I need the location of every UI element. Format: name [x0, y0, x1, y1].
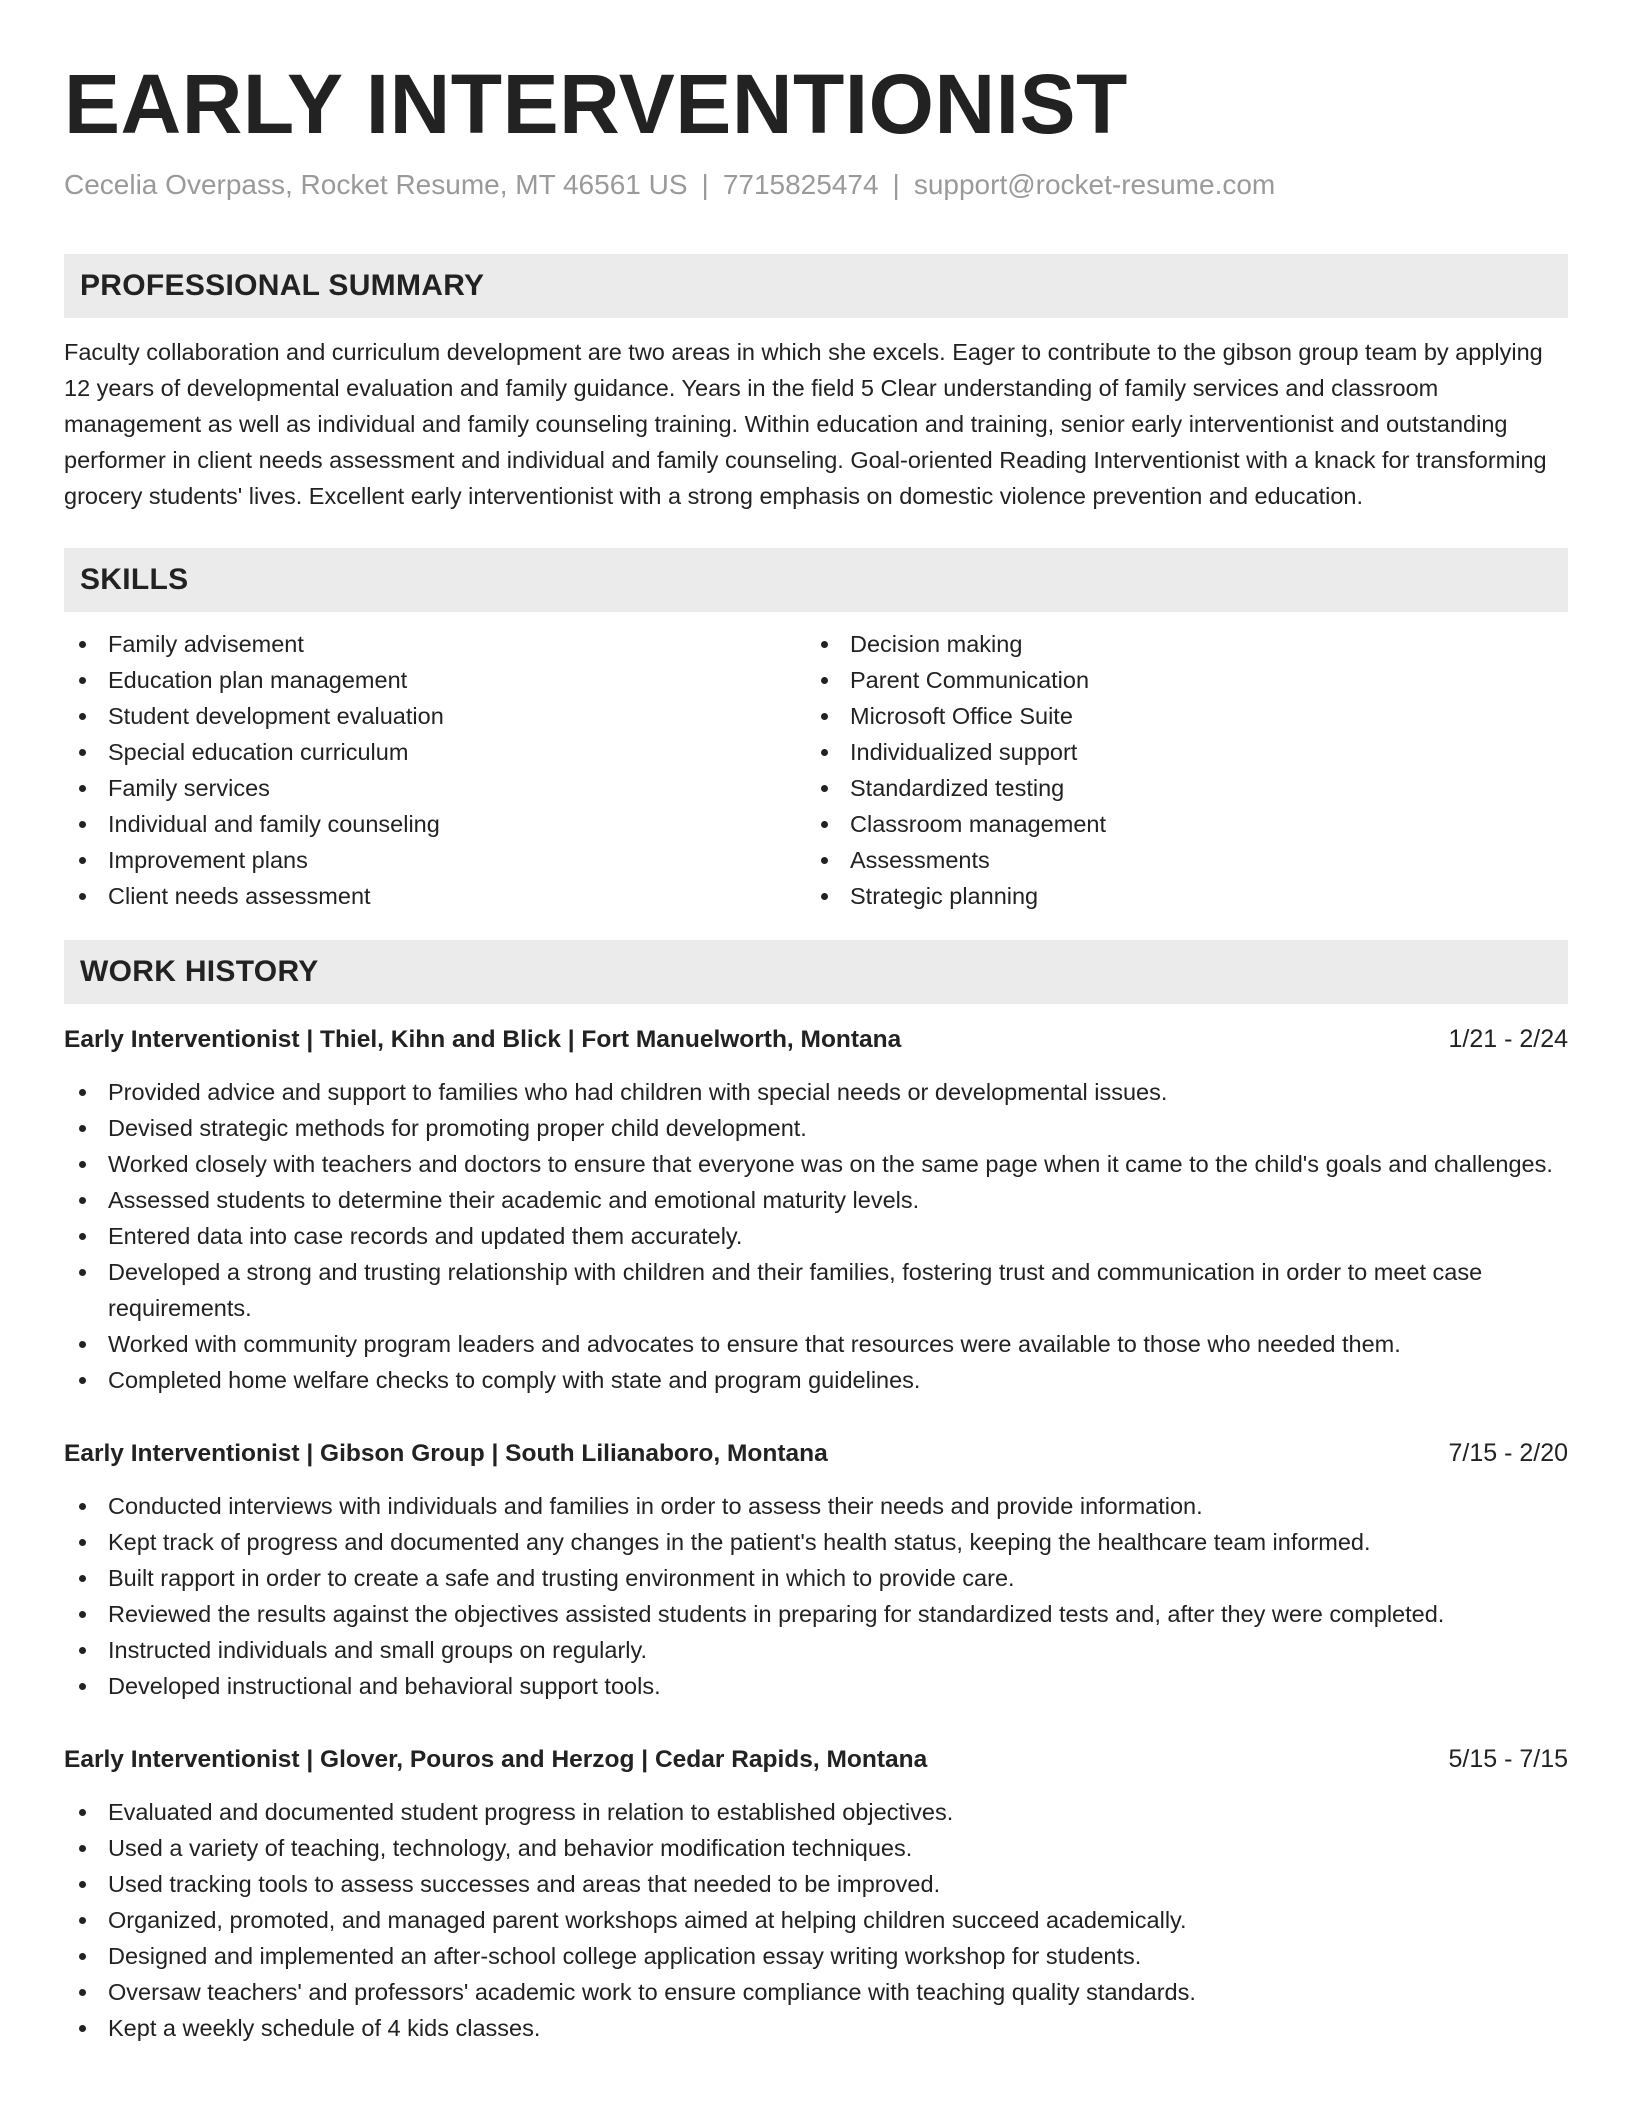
job-header	[64, 1022, 1568, 1057]
resume-content	[64, 52, 1568, 2046]
skill-item: Strategic planning	[806, 878, 1548, 914]
job-bullet: Conducted interviews with individuals and families in order to assess their needs and provide information.	[64, 1488, 1568, 1524]
skill-item: Individual and family counseling	[64, 806, 806, 842]
job-bullet: Built rapport in order to create a safe and trusting environment in which to provide care.	[64, 1560, 1568, 1596]
job-bullet: Kept track of progress and documented any changes in the patient's health status, keeping the healthcare team informed.	[64, 1524, 1568, 1560]
job-bullets	[64, 1794, 1568, 2046]
skill-item: Microsoft Office Suite	[806, 698, 1548, 734]
job-bullet: Worked with community program leaders and advocates to ensure that resources were available to those who needed them.	[64, 1326, 1568, 1362]
contact-phone[interactable]: 7715825474	[722, 169, 879, 200]
contact-address: Cecelia Overpass, Rocket Resume, MT 46561 US	[64, 169, 688, 200]
job-bullet: Developed a strong and trusting relationship with children and their families, fostering trust and communication in order to meet case requirements.	[64, 1254, 1568, 1326]
section-header-skills: SKILLS	[64, 548, 1568, 612]
job-bullets	[64, 1488, 1568, 1704]
summary-text: Faculty collaboration and curriculum development are two areas in which she excels. Eager to contribute to the gibson group team by applying 12 years of developmental evaluation and family guidance. Years in the field 5 Clear understanding of family services and classroom management as well as individual and family counseling training. Within education and training, senior early interventionist and outstanding performer in client needs assessment and individual and family counseling. Goal-oriented Reading Interventionist with a knack for transforming grocery students' lives. Excellent early interventionist with a strong emphasis on domestic violence prevention and education.	[64, 339, 1547, 509]
job-bullet: Worked closely with teachers and doctors to ensure that everyone was on the same page when it came to the child's goals and challenges.	[64, 1146, 1568, 1182]
job-bullet: Completed home welfare checks to comply with state and program guidelines.	[64, 1362, 1568, 1398]
resume-title: EARLY INTERVENTIONIST	[64, 57, 1128, 151]
job-title: Early Interventionist | Glover, Pouros and Herzog | Cedar Rapids, Montana	[64, 1746, 928, 1773]
skill-item: Assessments	[806, 842, 1548, 878]
skill-item: Family services	[64, 770, 806, 806]
section-header-work-history: WORK HISTORY	[64, 940, 1568, 1004]
job-bullet: Organized, promoted, and managed parent workshops aimed at helping children succeed academically.	[64, 1902, 1568, 1938]
skill-item: Student development evaluation	[64, 698, 806, 734]
skill-item: Special education curriculum	[64, 734, 806, 770]
skill-item: Decision making	[806, 626, 1548, 662]
job-bullets	[64, 1074, 1568, 1398]
job-bullet: Developed instructional and behavioral support tools.	[64, 1668, 1568, 1704]
job-entry	[64, 1022, 1568, 1398]
job-bullet: Used tracking tools to assess successes and areas that needed to be improved.	[64, 1866, 1568, 1902]
contact-separator: |	[701, 169, 709, 200]
job-bullet: Evaluated and documented student progress in relation to established objectives.	[64, 1794, 1568, 1830]
job-entry	[64, 1436, 1568, 1704]
job-bullet: Kept a weekly schedule of 4 kids classes.	[64, 2010, 1568, 2046]
job-header	[64, 1436, 1568, 1471]
skill-item: Standardized testing	[806, 770, 1548, 806]
job-bullet: Reviewed the results against the objectives assisted students in preparing for standardized tests and, after they were completed.	[64, 1596, 1568, 1632]
job-entry	[64, 1742, 1568, 2046]
job-bullet: Used a variety of teaching, technology, and behavior modification techniques.	[64, 1830, 1568, 1866]
contact-email[interactable]: support@rocket-resume.com	[913, 169, 1276, 200]
job-bullet: Assessed students to determine their academic and emotional maturity levels.	[64, 1182, 1568, 1218]
contact-separator: |	[892, 169, 900, 200]
job-title: Early Interventionist | Thiel, Kihn and Blick | Fort Manuelworth, Montana	[64, 1026, 902, 1053]
job-dates: 7/15 - 2/20	[1448, 1439, 1568, 1467]
job-title: Early Interventionist | Gibson Group | South Lilianaboro, Montana	[64, 1440, 828, 1467]
section-header-summary: PROFESSIONAL SUMMARY	[64, 254, 1568, 318]
skills-column-left	[64, 626, 806, 914]
job-header	[64, 1742, 1568, 1777]
skill-item: Client needs assessment	[64, 878, 806, 914]
skill-item: Parent Communication	[806, 662, 1548, 698]
skill-item: Improvement plans	[64, 842, 806, 878]
job-bullet: Entered data into case records and updated them accurately.	[64, 1218, 1568, 1254]
job-dates: 5/15 - 7/15	[1448, 1745, 1568, 1773]
skill-item: Education plan management	[64, 662, 806, 698]
job-bullet: Provided advice and support to families who had children with special needs or developmental issues.	[64, 1074, 1568, 1110]
skill-item: Family advisement	[64, 626, 806, 662]
job-dates: 1/21 - 2/24	[1448, 1025, 1568, 1053]
contact-line	[64, 168, 1568, 202]
skills-list	[64, 626, 1568, 914]
job-bullet: Instructed individuals and small groups on regularly.	[64, 1632, 1568, 1668]
job-bullet: Oversaw teachers' and professors' academic work to ensure compliance with teaching quality standards.	[64, 1974, 1568, 2010]
skills-column-right	[806, 626, 1548, 914]
job-bullet: Designed and implemented an after-school college application essay writing workshop for students.	[64, 1938, 1568, 1974]
skill-item: Classroom management	[806, 806, 1548, 842]
skill-item: Individualized support	[806, 734, 1548, 770]
job-bullet: Devised strategic methods for promoting proper child development.	[64, 1110, 1568, 1146]
